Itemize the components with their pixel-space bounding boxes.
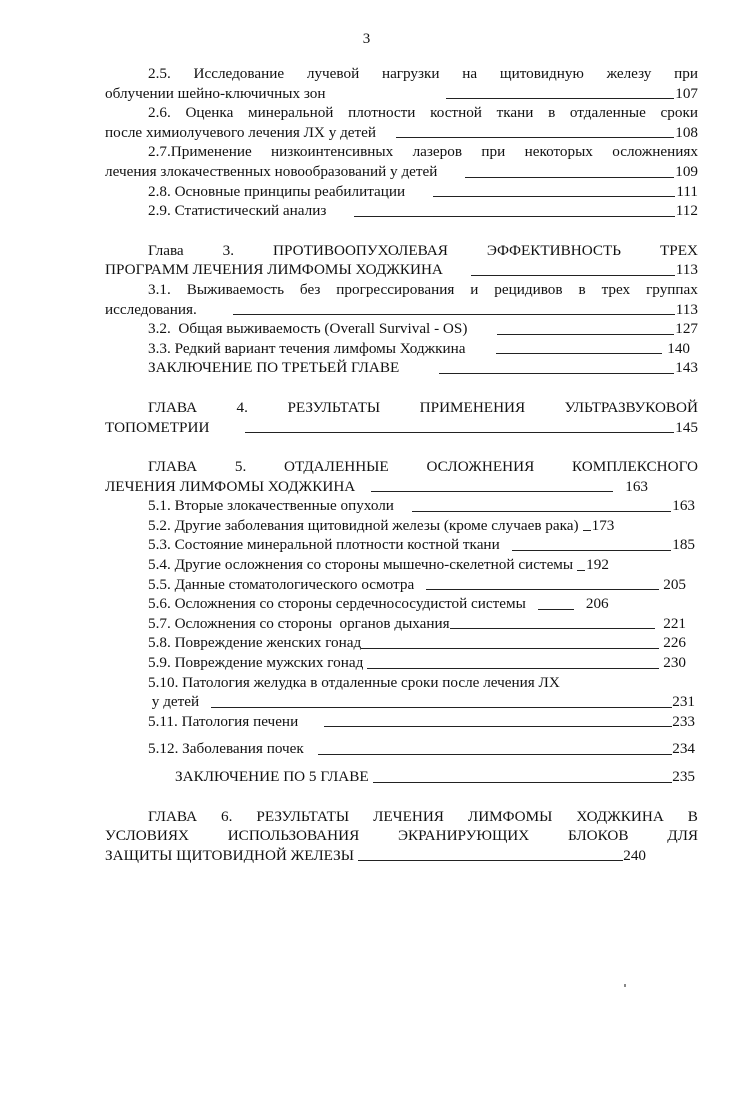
- word: костной: [430, 104, 482, 122]
- entry-title: у детей: [148, 693, 200, 711]
- page-ref: 111: [676, 182, 698, 200]
- leader-line: [497, 333, 674, 335]
- word: 2.6.: [148, 104, 171, 122]
- word: без: [299, 280, 321, 298]
- table-of-contents: [105, 64, 698, 865]
- word: ЛЕЧЕНИЯ: [373, 807, 444, 825]
- word: 2.7.Применение: [148, 143, 252, 161]
- leader-line: [450, 627, 656, 629]
- word: 2.5.: [148, 65, 171, 82]
- page-ref: 143: [675, 359, 698, 377]
- word: ГЛАВА: [148, 398, 198, 416]
- page-ref: 109: [675, 162, 698, 180]
- word: лазеров: [412, 143, 463, 161]
- entry-line: [148, 594, 698, 614]
- entry-line: [105, 103, 698, 123]
- page-ref: 163: [625, 477, 648, 495]
- word: 4.: [236, 398, 248, 416]
- leader-line: [577, 569, 585, 571]
- page-ref: 234: [672, 740, 695, 758]
- leader-line: [512, 549, 672, 551]
- toc-entry-5-8: [105, 633, 698, 653]
- word: ткани: [496, 104, 534, 122]
- word: сроки: [660, 104, 698, 122]
- entry-line: [105, 64, 698, 84]
- leader-line: [446, 97, 675, 99]
- page-ref: 173: [591, 516, 615, 534]
- word: ХОДЖКИНА: [576, 807, 664, 825]
- page-ref: 127: [675, 320, 698, 338]
- word: лучевой: [306, 65, 360, 82]
- leader-line: [496, 352, 663, 354]
- word: ОСЛОЖНЕНИЯ: [426, 458, 535, 476]
- page-number: 3: [362, 31, 371, 47]
- toc-entry-5-11: [105, 712, 698, 732]
- toc-entry-2-7: [105, 142, 698, 181]
- word: КОМПЛЕКСНОГО: [572, 458, 698, 476]
- entry-line: [148, 633, 698, 653]
- entry-line: [105, 807, 698, 827]
- entry-line: [148, 535, 698, 555]
- page-ref: 240: [623, 846, 646, 864]
- scan-speck: [624, 984, 626, 987]
- entry-title: 5.7. Осложнения со стороны органов дыхания: [148, 614, 450, 632]
- word: рецидивов: [494, 280, 563, 298]
- entry-line: [105, 260, 698, 280]
- leader-line: [233, 313, 675, 315]
- entry-title: ПРОГРАММ ЛЕЧЕНИЯ ЛИМФОМЫ ХОДЖКИНА: [105, 261, 443, 279]
- word: ЛИМФОМЫ: [467, 807, 553, 825]
- entry-line: [105, 418, 698, 438]
- word: РЕЗУЛЬТАТЫ: [256, 807, 350, 825]
- word: УСЛОВИЯХ: [105, 827, 189, 845]
- entry-line: [148, 358, 698, 378]
- word: и: [470, 280, 479, 298]
- page-ref: 226: [663, 634, 686, 652]
- word: Выживаемость: [186, 280, 284, 298]
- toc-entry-2-8: [105, 182, 698, 202]
- entry-title: ЗАКЛЮЧЕНИЕ ПО 5 ГЛАВЕ: [175, 768, 369, 785]
- word: ОТДАЛЕННЫЕ: [284, 458, 389, 476]
- word: 3.1.: [148, 280, 171, 298]
- leader-line: [583, 529, 591, 531]
- entry-line: [105, 300, 698, 320]
- entry-title: ЛЕЧЕНИЯ ЛИМФОМЫ ХОДЖКИНА: [105, 477, 356, 495]
- entry-line: [105, 846, 698, 866]
- page-ref: 145: [675, 418, 698, 436]
- toc-entry-5-3: [105, 535, 698, 555]
- toc-conclusion-5: [105, 767, 698, 787]
- page-ref: 205: [663, 575, 686, 593]
- word: ТРЕХ: [660, 241, 698, 259]
- entry-title: ЗАЩИТЫ ЩИТОВИДНОЙ ЖЕЛЕЗЫ: [105, 846, 354, 864]
- leader-line: [361, 647, 659, 649]
- page-ref: 185: [672, 536, 695, 554]
- word: при: [674, 65, 698, 82]
- entry-line: [105, 142, 698, 162]
- entry-line: [148, 182, 698, 202]
- word: БЛОКОВ: [567, 827, 629, 845]
- toc-entry-5-1: [105, 496, 698, 516]
- word: ГЛАВА: [148, 807, 198, 825]
- toc-entry-3-2: [105, 319, 698, 339]
- page-ref: 231: [672, 693, 695, 711]
- leader-line: [412, 510, 671, 512]
- entry-line: [148, 555, 698, 575]
- toc-entry-5-6: [105, 594, 698, 614]
- toc-chapter-5: [105, 457, 698, 496]
- page-ref: 107: [675, 84, 698, 102]
- entry-line: [105, 84, 698, 104]
- entry-title: 3.2. Общая выживаемость (Overall Survival - OS): [148, 320, 468, 338]
- page-ref: 112: [675, 202, 698, 220]
- page-ref: 221: [663, 614, 686, 632]
- page-ref: 108: [675, 123, 698, 141]
- word: осложнениях: [612, 143, 698, 161]
- word: ГЛАВА: [148, 458, 198, 476]
- entry-title: 5.12. Заболевания почек: [148, 740, 304, 758]
- entry-title: 5.2. Другие заболевания щитовидной железы (кроме случаев рака): [148, 516, 579, 534]
- word: ДЛЯ: [667, 827, 698, 845]
- leader-line: [211, 706, 672, 708]
- toc-entry-5-12: [105, 739, 698, 759]
- word: ИСПОЛЬЗОВАНИЯ: [227, 827, 360, 845]
- entry-line: [105, 280, 698, 300]
- word: ЭФФЕКТИВНОСТЬ: [486, 241, 622, 259]
- leader-line: [245, 431, 674, 433]
- entry-title: 5.11. Патология печени: [148, 712, 299, 730]
- leader-line: [367, 667, 659, 669]
- page-ref: 113: [675, 261, 698, 279]
- word: Исследование: [193, 65, 285, 82]
- entry-title: 5.6. Осложнения со стороны сердечнососудистой системы: [148, 595, 526, 613]
- toc-conclusion-3: [105, 358, 698, 378]
- toc-entry-3-3: [105, 339, 698, 359]
- entry-line: [105, 241, 698, 261]
- toc-chapter-6: [105, 807, 698, 866]
- leader-line: [433, 195, 675, 197]
- toc-entry-5-4: [105, 555, 698, 575]
- word: ПРИМЕНЕНИЯ: [419, 398, 526, 416]
- word: плотности: [348, 104, 416, 122]
- toc-entry-5-9: [105, 653, 698, 673]
- word: некоторых: [524, 143, 593, 161]
- word: при: [481, 143, 506, 161]
- entry-title: исследования.: [105, 300, 197, 318]
- leader-line: [396, 136, 674, 138]
- entry-line: [148, 339, 698, 359]
- entry-title: 5.9. Повреждение мужских гонад: [148, 654, 364, 672]
- entry-title: 2.9. Статистический анализ: [148, 202, 327, 220]
- word: ЭКРАНИРУЮЩИХ: [397, 827, 530, 845]
- entry-line: [148, 712, 698, 732]
- page-ref: 230: [663, 654, 686, 672]
- leader-line: [371, 490, 613, 492]
- page-ref: 192: [586, 556, 609, 574]
- leader-line: [439, 372, 674, 374]
- word: прогрессирования: [336, 280, 455, 298]
- word: 5.: [234, 458, 247, 476]
- entry-title: 5.1. Вторые злокачественные опухоли: [148, 497, 394, 515]
- entry-line: [148, 516, 698, 536]
- word: трех: [601, 280, 631, 298]
- word: В: [687, 807, 698, 825]
- word: Глава: [148, 241, 184, 259]
- word: в: [548, 104, 556, 122]
- word: нагрузки: [381, 65, 440, 82]
- word: группах: [646, 280, 698, 298]
- entry-title: 5.5. Данные стоматологического осмотра: [148, 575, 415, 593]
- entry-line: [105, 162, 698, 182]
- entry-title: 5.3. Состояние минеральной плотности костной ткани: [148, 536, 500, 554]
- toc-chapter-3: [105, 241, 698, 280]
- toc-entry-2-6: [105, 103, 698, 142]
- leader-line: [471, 274, 675, 276]
- leader-line: [358, 859, 623, 861]
- word: УЛЬТРАЗВУКОВОЙ: [564, 398, 698, 416]
- entry-title: 3.3. Редкий вариант течения лимфомы Ходжкина: [148, 339, 466, 357]
- page-ref: 233: [672, 712, 695, 730]
- entry-line: [148, 739, 698, 759]
- leader-line: [373, 781, 673, 783]
- page-ref: 206: [585, 595, 609, 613]
- word: железу: [606, 65, 652, 82]
- entry-line: [105, 826, 698, 846]
- entry-title: после химиолучевого лечения ЛХ у детей: [105, 123, 377, 141]
- entry-line: [105, 123, 698, 143]
- word: отдаленные: [569, 104, 646, 122]
- entry-line: [175, 767, 698, 787]
- entry-line: [148, 653, 698, 673]
- word: Оценка: [185, 104, 234, 122]
- entry-line: [148, 319, 698, 339]
- entry-title: 2.8. Основные принципы реабилитации: [148, 182, 406, 200]
- word: в: [578, 280, 586, 298]
- entry-line: [148, 673, 698, 693]
- word: 3.: [222, 241, 235, 259]
- entry-line: [105, 398, 698, 418]
- entry-line: [105, 457, 698, 477]
- entry-line: [148, 496, 698, 516]
- toc-entry-5-10: [105, 673, 698, 712]
- entry-title: 5.4. Другие осложнения со стороны мышечно-скелетной системы: [148, 556, 574, 574]
- entry-title: облучении шейно-ключичных зон: [105, 84, 326, 102]
- toc-entry-2-5: [105, 64, 698, 103]
- word: 6.: [221, 807, 233, 825]
- page-ref: 235: [672, 768, 695, 785]
- leader-line: [465, 176, 674, 178]
- word: минеральной: [247, 104, 334, 122]
- toc-entry-5-7: [105, 614, 698, 634]
- word: РЕЗУЛЬТАТЫ: [287, 398, 381, 416]
- toc-entry-5-2: [105, 516, 698, 536]
- leader-line: [426, 588, 659, 590]
- toc-entry-3-1: [105, 280, 698, 319]
- leader-line: [318, 753, 672, 755]
- word: низкоинтенсивных: [271, 143, 394, 161]
- toc-entry-5-5: [105, 575, 698, 595]
- word: щитовидную: [499, 65, 584, 82]
- page-ref: 163: [672, 497, 695, 515]
- leader-line: [354, 215, 674, 217]
- entry-line: [148, 201, 698, 221]
- page-ref: 113: [675, 300, 698, 318]
- leader-line: [324, 725, 672, 727]
- entry-line: [105, 477, 698, 497]
- leader-line: [538, 608, 574, 610]
- word: ПРОТИВООПУХОЛЕВАЯ: [273, 241, 448, 259]
- entry-title: 5.10. Патология желудка в отдаленные сроки после лечения ЛХ: [148, 673, 560, 691]
- entry-title: лечения злокачественных новообразований у детей: [105, 162, 438, 180]
- word: на: [462, 65, 478, 82]
- entry-title: ЗАКЛЮЧЕНИЕ ПО ТРЕТЬЕЙ ГЛАВЕ: [148, 359, 400, 377]
- page-ref: 140: [667, 339, 690, 357]
- entry-line: [148, 692, 698, 712]
- toc-entry-2-9: [105, 201, 698, 221]
- entry-line: [148, 614, 698, 634]
- toc-chapter-4: [105, 398, 698, 437]
- entry-line: [148, 575, 698, 595]
- entry-title: ТОПОМЕТРИИ: [105, 418, 210, 436]
- entry-title: 5.8. Повреждение женских гонад: [148, 634, 362, 652]
